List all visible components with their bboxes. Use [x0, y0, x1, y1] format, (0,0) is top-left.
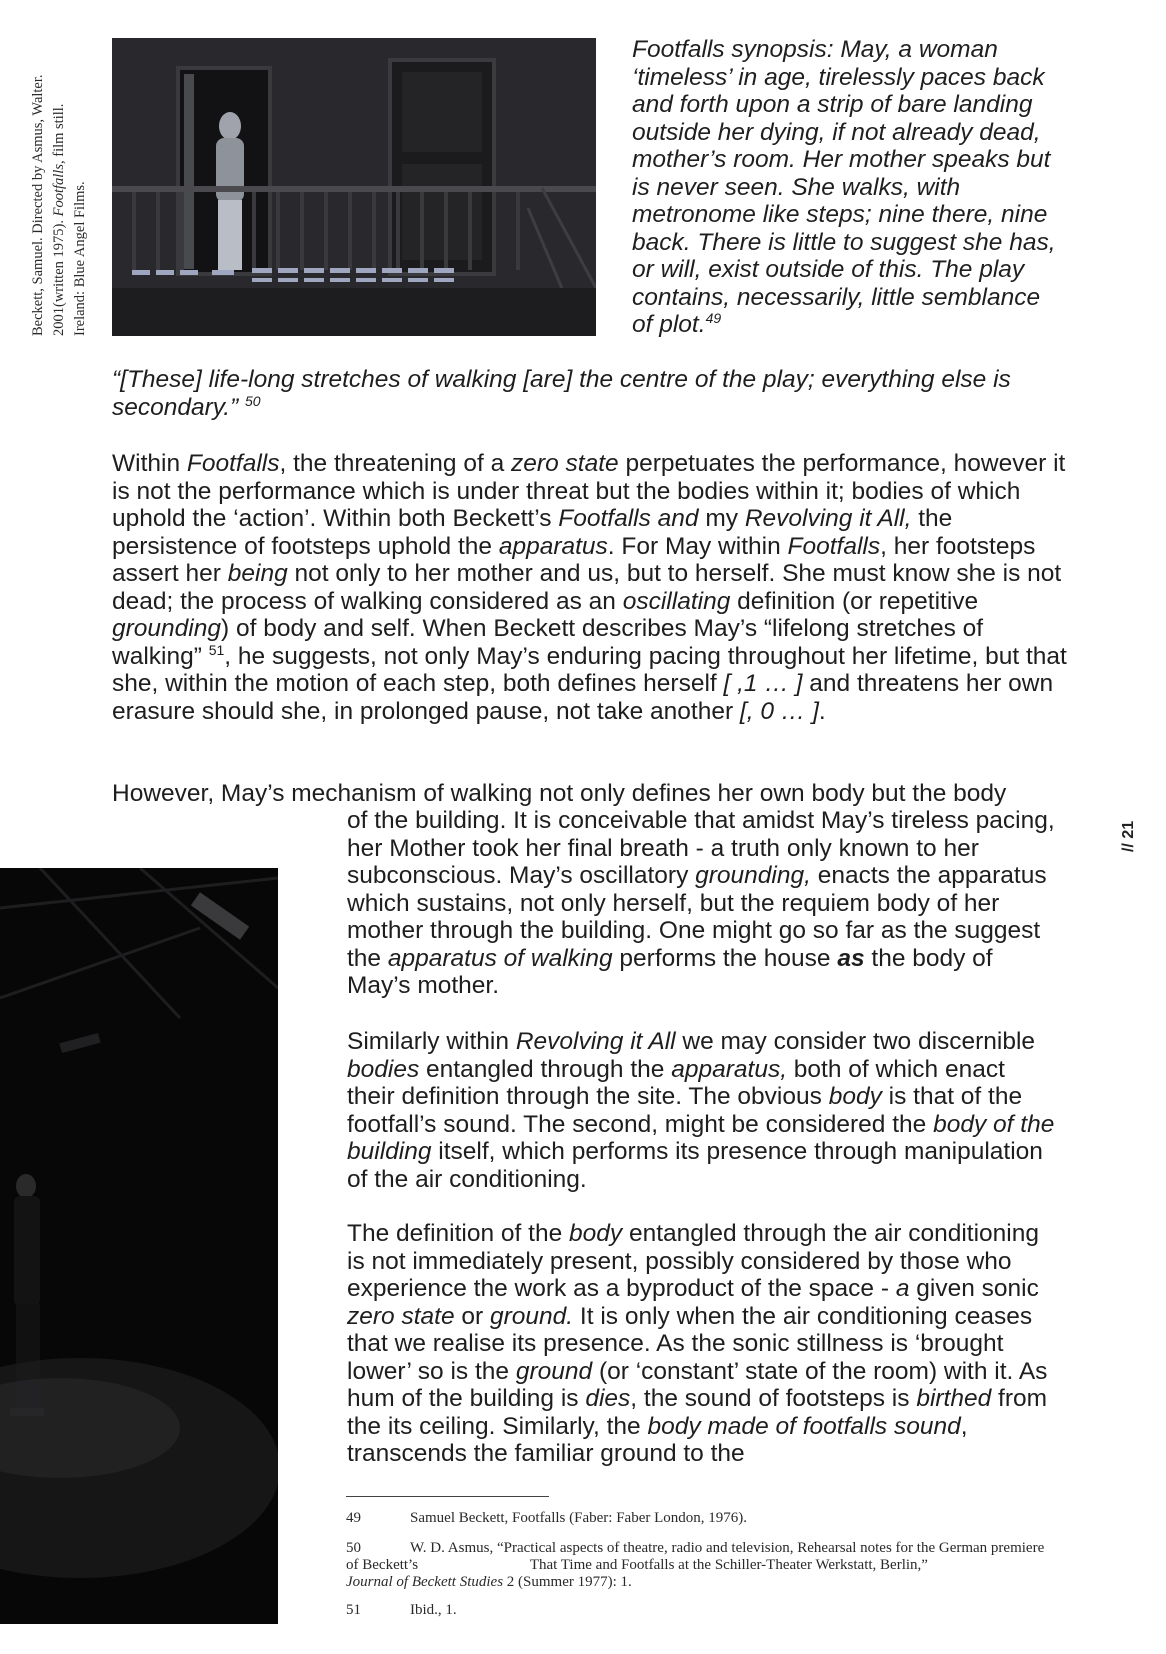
synopsis-text: Footfalls synopsis: May, a woman ‘timeless’ in age, tirelessly paces back and forth upon a strip of bare landing outside her dying, if not already dead, mother’s room. Her mother speaks but is never seen. She walks, with metronome like steps; nine there, nine back. There is little to suggest she has, or will, exist outside of this. The play contains, necessarily, little semblance of plot.$^{49}$ [632, 36, 1056, 338]
footnote-49: 49 Samuel Beckett, Footfalls (Faber: Faber London, 1976). [346, 1510, 748, 1526]
pull-quote: “[These] life-long stretches of walking [are] the centre of the play; everything else is secondary.” $^{50}$ [112, 366, 1011, 421]
image-caption [28, 36, 91, 336]
paragraph-2: of the building. It is conceivable that amidst May’s tireless pacing, her Mother took her final breath - a truth only known to her subconscious. May’s oscillatory grounding, enacts the apparatus which sustains, not only herself, but the requiem body of her mother through the building. One might go so far as the suggest the apparatus of walking performs the house as the body of May’s mother. [347, 807, 1055, 999]
footnote-50: 50 W. D. Asmus, “Practical aspects of theatre, radio and television, Rehearsal notes for the German premiere of Beckett’s That Time and Footfalls at the Schiller-Theater Werkstatt, Berlin,” Journal of Beckett Studies 2 (Summer 1977): 1. [346, 1540, 1045, 1590]
footnote-51: 51 Ibid., 1. [346, 1602, 457, 1618]
paragraph-2-lead: However, May’s mechanism of walking not only defines her own body but the body [112, 780, 1007, 807]
footnote-ref-49: 49 [705, 309, 722, 326]
paragraph-1: Within Footfalls, the threatening of a zero state perpetuates the performance, however it is not the performance which is under threat but the bodies within it; bodies of which uphold the ‘action’. Within both Beckett’s Footfalls and my Revolving it All, the persistence of footsteps uphold the apparatus. For May within Footfalls, her footsteps assert her being not only to her mother and us, but to herself. She must know she is not dead; the process of walking considered as an oscillating definition (or repetitive grounding) of body and self. When Beckett describes May’s “lifelong stretches of walking” $^{51}$, he suggests, not only May’s enduring pacing throughout her lifetime, but that she, within the motion of each step, both defines herself [ ,1 … ] and threatens her own erasure should she, in prolonged pause, not take another [, 0 … ]. [112, 450, 1067, 725]
page-number: // 21 [1120, 820, 1137, 852]
paragraph-3: Similarly within Revolving it All we may consider two discernible bodies entangled through the apparatus, both of which enact their definition through the site. The obvious body is that of the footfall’s sound. The second, might be considered the body of the building itself, which performs its presence through manipulation of the air conditioning. [347, 1028, 1055, 1193]
caption-line-2: 2001(written 1975). Footfalls, film still. [51, 103, 67, 336]
caption-line-1: Beckett, Samuel. Directed by Asmus, Walter. [30, 74, 46, 336]
footnote-divider [346, 1496, 549, 1497]
footnote-ref-51: 51 [208, 641, 225, 658]
footnote-ref-50: 50 [245, 392, 261, 409]
footfalls-film-still [112, 38, 596, 336]
paragraph-4: The definition of the body entangled through the air conditioning is not immediately present, possibly considered by those who experience the work as a byproduct of the space - a given sonic zero state or ground. It is only when the air conditioning ceases that we realise its presence. As the sonic stillness is ‘brought lower’ so is the ground (or ‘constant’ state of the room) with it. As hum of the building is dies, the sound of footsteps is birthed from the its ceiling. Similarly, the body made of footfalls sound, transcends the familiar ground to the [347, 1220, 1048, 1467]
revolving-it-all-photo [0, 868, 278, 1624]
caption-line-3: Ireland: Blue Angel Films. [72, 181, 88, 336]
